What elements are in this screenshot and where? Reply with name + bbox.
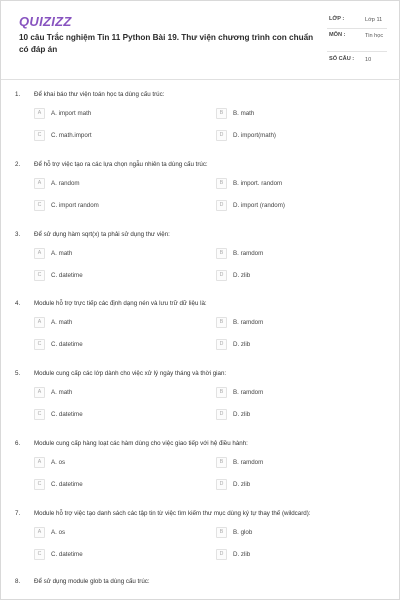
option-b[interactable]: [216, 248, 376, 260]
option-d[interactable]: [216, 130, 376, 142]
option-letter-box: A: [34, 387, 45, 398]
meta-subject-row: [327, 29, 387, 52]
option-letter-box: A: [34, 317, 45, 328]
meta-subject-value: Tin học: [365, 33, 384, 39]
option-text: B. ramdom: [233, 389, 264, 396]
meta-count-row: [327, 52, 387, 67]
option-text: D. import (random): [233, 202, 285, 209]
question-number: 6.: [15, 440, 21, 447]
question-5: [1, 370, 400, 440]
option-letter-box: B: [216, 248, 227, 259]
option-b[interactable]: [216, 178, 376, 190]
option-d[interactable]: [216, 200, 376, 212]
question-6: [1, 440, 400, 510]
option-b[interactable]: [216, 108, 376, 120]
option-c[interactable]: [34, 549, 194, 561]
question-number: 3.: [15, 231, 21, 238]
option-c[interactable]: [34, 200, 194, 212]
option-text: C. datetime: [51, 481, 83, 488]
meta-count-value: 10: [365, 57, 372, 63]
option-letter-box: C: [34, 479, 45, 490]
question-3: [1, 231, 400, 301]
option-a[interactable]: [34, 387, 194, 399]
option-b[interactable]: [216, 527, 376, 539]
option-text: D. zlib: [233, 341, 251, 348]
question-2: [1, 161, 400, 231]
option-letter-box: D: [216, 130, 227, 141]
option-b[interactable]: [216, 317, 376, 329]
meta-class-label: LỚP :: [329, 16, 345, 22]
question-text: Module hỗ trợ trực tiếp các định dạng nén và lưu trữ dữ liệu là:: [34, 300, 207, 307]
option-c[interactable]: [34, 270, 194, 282]
option-text: B. import. random: [233, 180, 283, 187]
option-b[interactable]: [216, 457, 376, 469]
option-letter-box: B: [216, 457, 227, 468]
option-d[interactable]: [216, 339, 376, 351]
option-a[interactable]: [34, 178, 194, 190]
option-text: A. import math: [51, 110, 92, 117]
option-text: C. math.import: [51, 132, 92, 139]
option-letter-box: B: [216, 178, 227, 189]
option-letter-box: D: [216, 339, 227, 350]
option-letter-box: B: [216, 317, 227, 328]
meta-class-value: Lớp 11: [365, 17, 383, 23]
option-d[interactable]: [216, 479, 376, 491]
worksheet-title: 10 câu Trắc nghiệm Tin 11 Python Bài 19. Thư viện chương trình con chuẩn có đáp án: [19, 33, 314, 54]
worksheet-header: [1, 1, 400, 77]
option-letter-box: D: [216, 549, 227, 560]
option-text: C. datetime: [51, 411, 83, 418]
question-number: 8.: [15, 578, 21, 585]
option-text: A. os: [51, 529, 66, 536]
option-letter-box: B: [216, 108, 227, 119]
question-number: 1.: [15, 91, 21, 98]
option-letter-box: D: [216, 200, 227, 211]
option-a[interactable]: [34, 317, 194, 329]
option-letter-box: B: [216, 527, 227, 538]
question-text: Để sử dụng module glob ta dùng cấu trúc:: [34, 578, 150, 585]
option-text: C. datetime: [51, 272, 83, 279]
option-letter-box: C: [34, 270, 45, 281]
option-letter-box: A: [34, 527, 45, 538]
option-text: A. math: [51, 250, 73, 257]
option-d[interactable]: [216, 409, 376, 421]
option-d[interactable]: [216, 549, 376, 561]
header-divider: [1, 79, 400, 80]
option-text: D. zlib: [233, 551, 251, 558]
option-text: A. math: [51, 319, 73, 326]
option-text: D. zlib: [233, 272, 251, 279]
option-letter-box: C: [34, 409, 45, 420]
option-letter-box: A: [34, 108, 45, 119]
question-number: 5.: [15, 370, 21, 377]
option-text: B. glob: [233, 529, 253, 536]
option-c[interactable]: [34, 130, 194, 142]
option-letter-box: A: [34, 178, 45, 189]
option-text: C. datetime: [51, 341, 83, 348]
option-c[interactable]: [34, 339, 194, 351]
option-text: B. ramdom: [233, 250, 264, 257]
question-4: [1, 300, 400, 370]
question-text: Module cung cấp các lớp dành cho việc xử lý ngày tháng và thời gian:: [34, 370, 227, 377]
option-text: D. zlib: [233, 411, 251, 418]
option-text: A. math: [51, 389, 73, 396]
option-text: B. math: [233, 110, 255, 117]
question-number: 2.: [15, 161, 21, 168]
question-text: Để sử dụng hàm sqrt(x) ta phải sử dụng thư viện:: [34, 231, 170, 238]
option-text: C. datetime: [51, 551, 83, 558]
option-letter-box: D: [216, 409, 227, 420]
quizizz-logo[interactable]: QUIZIZZ: [19, 14, 72, 29]
option-a[interactable]: [34, 527, 194, 539]
option-letter-box: C: [34, 549, 45, 560]
meta-count-label: SỐ CÂU :: [329, 56, 355, 62]
option-letter-box: C: [34, 130, 45, 141]
option-letter-box: C: [34, 200, 45, 211]
meta-class-row: [327, 13, 387, 29]
question-number: 7.: [15, 510, 21, 517]
option-text: B. ramdom: [233, 459, 264, 466]
question-8: [1, 578, 400, 598]
worksheet-meta: [327, 13, 387, 67]
question-text: Để hỗ trợ việc tạo ra các lựa chọn ngẫu nhiên ta dùng cấu trúc:: [34, 161, 208, 168]
question-7: [1, 510, 400, 580]
option-a[interactable]: [34, 108, 194, 120]
option-c[interactable]: [34, 409, 194, 421]
option-text: A. random: [51, 180, 80, 187]
option-letter-box: B: [216, 387, 227, 398]
meta-subject-label: MÔN :: [329, 32, 346, 38]
option-letter-box: A: [34, 248, 45, 259]
question-1: [1, 91, 400, 161]
option-text: B. ramdom: [233, 319, 264, 326]
option-b[interactable]: [216, 387, 376, 399]
option-letter-box: D: [216, 270, 227, 281]
option-d[interactable]: [216, 270, 376, 282]
question-text: Module cung cấp hàng loạt các hàm dùng cho việc giao tiếp với hệ điều hành:: [34, 440, 248, 447]
option-letter-box: D: [216, 479, 227, 490]
option-letter-box: A: [34, 457, 45, 468]
option-text: A. os: [51, 459, 66, 466]
question-text: Để khai báo thư viện toán học ta dùng cấu trúc:: [34, 91, 165, 98]
question-number: 4.: [15, 300, 21, 307]
option-text: D. zlib: [233, 481, 251, 488]
option-a[interactable]: [34, 457, 194, 469]
option-text: D. import(math): [233, 132, 276, 139]
option-letter-box: C: [34, 339, 45, 350]
option-c[interactable]: [34, 479, 194, 491]
option-a[interactable]: [34, 248, 194, 260]
question-text: Module hỗ trợ việc tạo danh sách các tập tin từ việc tìm kiếm thư mục dùng ký tự thay thế (wildcard):: [34, 510, 311, 517]
option-text: C. import random: [51, 202, 99, 209]
